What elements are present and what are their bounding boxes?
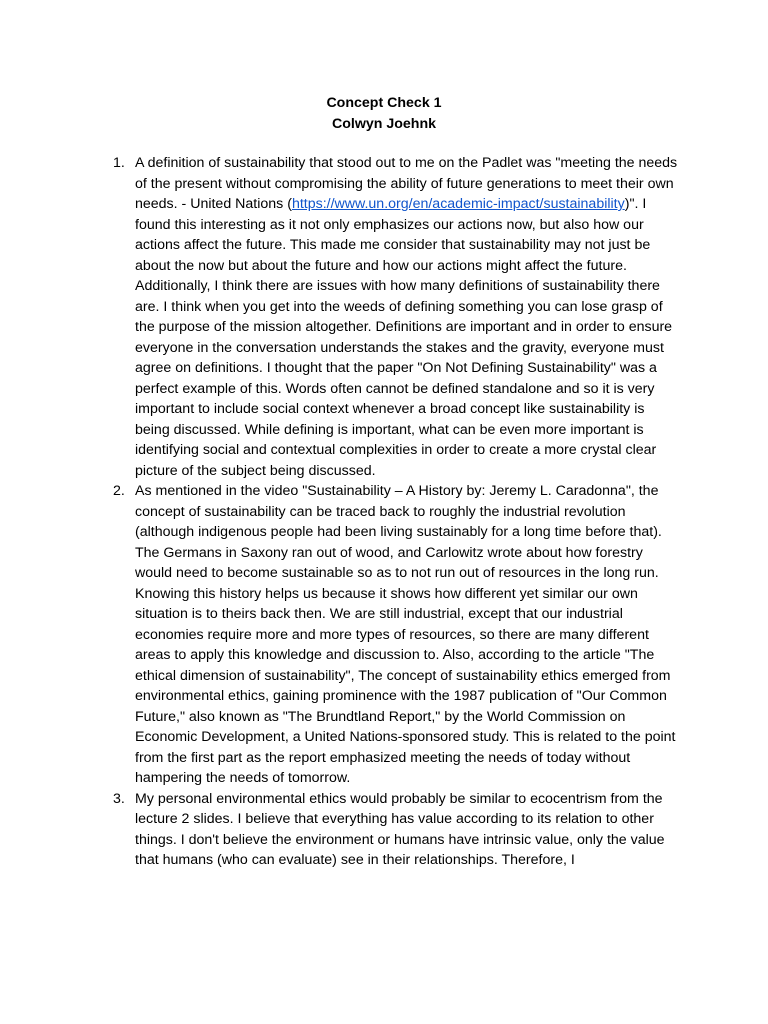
- numbered-list: [113, 153, 683, 871]
- list-item-text: As mentioned in the video "Sustainability – A History by: Jeremy L. Caradonna", the concept of sustainability can be traced back to roughly the industrial revolution (although indigenous people had been living sustainably for a long time before that). The Germans in Saxony ran out of wood, and Carlowitz wrote about how forestry would need to become sustainable so as to not run out of resources in the long run. Knowing this history helps us because it shows how different yet similar our own situation is to theirs back then. We are still industrial, except that our industrial economies require more and more types of resources, so there are many different areas to apply this knowledge and discussion to. Also, according to the article "The ethical dimension of sustainability", The concept of sustainability ethics emerged from environmental ethics, gaining prominence with the 1987 publication of "Our Common Future," also known as "The Brundtland Report," by the World Commission on Economic Development, a United Nations-sponsored study. This is related to the point from the first part as the report emphasized meeting the needs of today without hampering the needs of tomorrow.: [135, 483, 676, 786]
- list-marker: 3.: [113, 790, 125, 807]
- document-author: Colwyn Joehnk: [331, 115, 437, 132]
- list-item-text: [135, 153, 683, 481]
- list-item-text: My personal environmental ethics would probably be similar to ecocentrism from the lecture 2 slides. I believe that everything has value according to its relation to other things. I don't believe the environment or humans have intrinsic value, only the value that humans (who can evaluate) see in their relationships. Therefore, I: [135, 790, 665, 868]
- list-item-3: [113, 789, 683, 871]
- document-title: Concept Check 1: [326, 95, 442, 111]
- list-item-2: [113, 481, 683, 789]
- document-header: [0, 93, 768, 134]
- list-item-1: [113, 153, 683, 481]
- list-marker: 2.: [113, 483, 125, 499]
- item-text-after-link: )". I found this interesting as it not only emphasizes our actions now, but also how our actions affect the future. This made me consider that sustainability may not just be about the now but about the future and how our actions might affect the future. Additionally, I think there are issues with how many definitions of sustainability there are. I think when you get into the weeds of defining something you can lose grasp of the purpose of the mission altogether. Definitions are important and in order to ensure everyone in the conversation understands the stakes and the gravity, everyone must agree on definitions. I thought that the paper "On Not Defining Sustainability" was a perfect example of this. Words often cannot be defined standalone and so it is very important to include social context whenever a broad concept like sustainability is being discussed. While defining is important, what can be even more important is identifying social and contextual complexities in order to create a more crystal clear picture of the subject being discussed.: [135, 196, 673, 479]
- list-marker: 1.: [113, 155, 125, 171]
- item-text-before-link: A definition of sustainability that stood out to me on the Padlet was "meeting the needs of the present without compromising the ability of future generations to meet their own needs. - United Nations (: [135, 155, 678, 212]
- un-sustainability-link[interactable]: https://www.un.org/en/academic-impact/sustainability: [291, 196, 625, 212]
